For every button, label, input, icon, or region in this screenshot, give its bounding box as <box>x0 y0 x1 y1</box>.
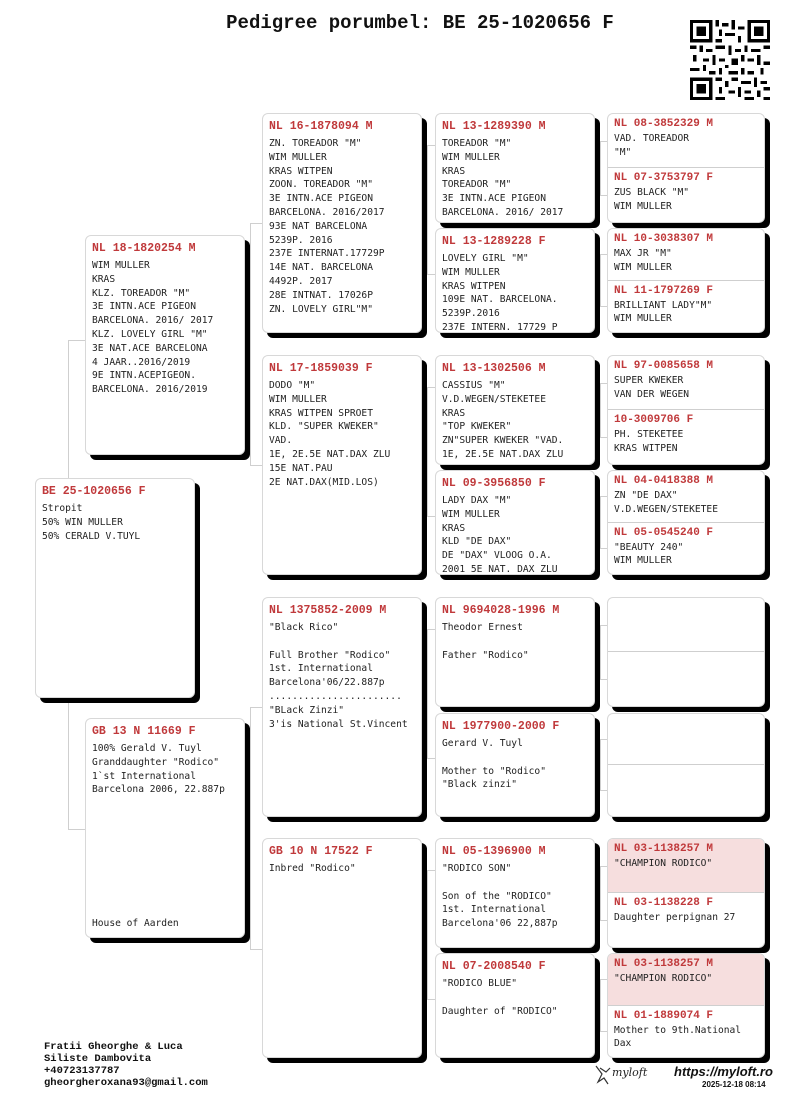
sire-card[interactable] <box>85 235 245 455</box>
ring-number: NL 97-0085658 M <box>614 360 714 372</box>
detail-line: Inbred "Rodico" <box>269 863 356 874</box>
gen4-dam[interactable] <box>608 168 764 222</box>
ring-number: NL 05-0545240 F <box>614 526 714 539</box>
detail-line: WIM MULLER <box>442 508 500 520</box>
detail-line: 1st. International <box>269 663 373 675</box>
ring-number: NL 1977900-2000 F <box>442 720 560 733</box>
detail-line: DODO "M" <box>269 380 316 391</box>
detail-line: KLD "DE DAX" <box>442 536 512 548</box>
gen4-pair[interactable] <box>607 713 765 817</box>
detail-line: KLD. "SUPER KWEKER" <box>269 421 379 433</box>
ring-number: NL 04-0418388 M <box>614 475 714 487</box>
detail-line: 93E NAT BARCELONA <box>269 220 368 232</box>
pigeon-details <box>436 737 594 792</box>
detail-line: Mother to 9th.National <box>614 1024 742 1036</box>
brand-logo-text: myloft <box>612 1066 648 1079</box>
detail-line: "BEAUTY 240" <box>614 541 684 553</box>
detail-line: Theodor Ernest <box>442 622 523 633</box>
pigeon-details <box>608 374 764 401</box>
gen4-pair[interactable] <box>607 597 765 707</box>
gen4-dam[interactable] <box>608 765 764 816</box>
detail-line: 2001 5E NAT. DAX ZLU <box>442 563 558 575</box>
ring-number <box>608 598 764 604</box>
gen4-pair[interactable] <box>607 228 765 333</box>
detail-line: KRAS <box>442 165 466 177</box>
detail-line: KRAS WITPEN <box>442 280 506 292</box>
detail-line: VAD. TOREADOR <box>614 133 690 144</box>
detail-line: VAD. <box>269 435 293 447</box>
detail-line: LADY DAX "M" <box>442 495 512 506</box>
pigeon-details <box>608 489 764 516</box>
ring-number: NL 16-1878094 M <box>269 120 373 133</box>
connector-gen2-gen3-1 <box>427 145 435 275</box>
gen4-sire[interactable] <box>608 229 764 281</box>
detail-line <box>442 635 588 649</box>
detail-line <box>442 991 588 1005</box>
gen3-card[interactable] <box>435 713 595 817</box>
detail-line: 2E NAT.DAX(MID.LOS) <box>269 476 379 488</box>
detail-line: KRAS <box>442 407 466 419</box>
pigeon-details <box>608 428 764 455</box>
gen4-sire[interactable] <box>608 114 764 168</box>
detail-line: 109E NAT. BARCELONA. <box>442 294 558 306</box>
detail-line: 237E INTERN. 17729 P <box>442 321 558 333</box>
gen4-dam[interactable] <box>608 1006 764 1058</box>
gen4-pair[interactable] <box>607 838 765 948</box>
detail-line: WIM MULLER <box>614 555 672 567</box>
pigeon-details <box>263 379 421 489</box>
connector-gen3-gen4 <box>600 625 607 680</box>
dam-card[interactable] <box>85 718 245 938</box>
gen4-sire[interactable] <box>608 471 764 523</box>
detail-line: V.D.WEGEN/STEKETEE <box>442 393 546 405</box>
detail-line: TOREADOR "M" <box>442 138 512 149</box>
detail-line: 3'is National St.Vincent <box>269 718 408 730</box>
detail-line: BARCELONA. 2016/ 2017 <box>442 206 564 218</box>
ring-number: NL 13-1289390 M <box>442 120 546 133</box>
detail-line: KRAS WITPEN <box>269 165 333 177</box>
ring-number: NL 03-1138228 F <box>614 897 714 909</box>
detail-line: KLZ. TOREADOR "M" <box>92 287 191 299</box>
ring-number: NL 1375852-2009 M <box>269 604 387 617</box>
detail-line: PH. STEKETEE <box>614 429 684 440</box>
ring-number: NL 09-3956850 F <box>442 477 546 490</box>
breeder-info <box>44 1041 208 1089</box>
pigeon-details <box>436 621 594 662</box>
pigeon-details <box>608 972 764 986</box>
gen3-card[interactable] <box>435 953 595 1058</box>
detail-line: Granddaughter "Rodico" <box>92 756 220 768</box>
pigeon-details <box>608 541 764 568</box>
detail-line <box>442 751 588 765</box>
detail-line: Barcelona'06/22.887p <box>269 677 385 689</box>
detail-line: BARCELONA. 2016/ 2017 <box>92 315 214 327</box>
detail-line: MAX JR "M" <box>614 248 672 259</box>
ring-number: 10-3009706 F <box>614 414 694 426</box>
detail-line: KRAS WITPEN SPROET <box>269 407 373 419</box>
detail-line: 237E INTERNAT.17729P <box>269 248 385 260</box>
ring-number: NL 13-1302506 M <box>442 362 546 375</box>
detail-line: "BLack Zinzi" <box>269 704 345 716</box>
detail-line: KRAS WITPEN <box>614 442 678 454</box>
detail-line: 4492P. 2017 <box>269 275 333 287</box>
sire-details <box>86 259 244 397</box>
detail-line: ZN. TOREADOR "M" <box>269 138 362 149</box>
pigeon-details <box>608 186 764 213</box>
connector-sire-gen2 <box>250 223 262 466</box>
gen4-sire[interactable] <box>608 598 764 652</box>
gen4-sire[interactable] <box>608 714 764 765</box>
gen4-pair[interactable] <box>607 113 765 223</box>
pigeon-details <box>608 299 764 326</box>
gen2-card[interactable] <box>262 838 422 1058</box>
detail-line: 50% CERALD V.TUYL <box>42 530 141 542</box>
gen4-pair[interactable] <box>607 355 765 465</box>
detail-line: 9E INTN.ACEPIGEON. <box>92 370 196 382</box>
detail-line: 1E, 2E.5E NAT.DAX ZLU <box>442 448 564 460</box>
subject-details <box>36 502 194 543</box>
connector-dam-gen2 <box>250 707 262 950</box>
gen3-card[interactable] <box>435 355 595 465</box>
detail-line: Barcelona 2006, 22.887p <box>92 784 225 796</box>
website-link[interactable]: https://myloft.ro <box>674 1064 773 1079</box>
gen4-sire[interactable] <box>608 839 764 893</box>
gen2-card[interactable] <box>262 355 422 575</box>
ring-number <box>608 765 764 771</box>
generated-timestamp: 2025-12-18 08:14 <box>702 1080 766 1089</box>
pigeon-details <box>263 862 421 876</box>
detail-line: 5239P. 2016 <box>269 234 333 246</box>
detail-line: VAN DER WEGEN <box>614 388 690 400</box>
detail-line: "Black zinzi" <box>442 779 518 791</box>
detail-line: Dax <box>614 1038 632 1050</box>
detail-line: ZUS BLACK "M" <box>614 187 690 198</box>
detail-line: "CHAMPION RODICO" <box>614 973 713 984</box>
breeder-name: Fratii Gheorghe & Luca <box>44 1041 183 1053</box>
detail-line: Gerard V. Tuyl <box>442 738 523 749</box>
detail-line: 50% WIN MULLER <box>42 516 123 528</box>
pigeon-details <box>608 857 764 871</box>
gen2-card[interactable] <box>262 113 422 333</box>
detail-line: "Black Rico" <box>269 622 339 633</box>
detail-line: WIM MULLER <box>92 260 150 271</box>
detail-line: ZOON. TOREADOR "M" <box>269 179 373 191</box>
gen4-dam[interactable] <box>608 523 764 575</box>
detail-line: "CHAMPION RODICO" <box>614 858 713 869</box>
detail-line: WIM MULLER <box>442 151 500 163</box>
detail-line: TOREADOR "M" <box>442 179 512 191</box>
detail-line: Barcelona'06 22,887p <box>442 918 558 930</box>
connector-gen3-gen4 <box>600 141 607 196</box>
ring-number: NL 17-1859039 F <box>269 362 373 375</box>
ring-number: NL 11-1797269 F <box>614 284 714 297</box>
detail-line: KRAS <box>442 522 466 534</box>
gen3-card[interactable] <box>435 597 595 707</box>
subject-ring-number: BE 25-1020656 F <box>42 485 146 498</box>
dam-details <box>86 742 244 797</box>
ring-number: NL 01-1889074 F <box>614 1009 714 1022</box>
ring-number: NL 08-3852329 M <box>614 118 714 130</box>
ring-number: NL 03-1138257 M <box>614 843 714 855</box>
breeder-email[interactable]: gheorgheroxana93@gmail.com <box>44 1077 208 1089</box>
gen4-sire[interactable] <box>608 954 764 1006</box>
gen4-dam[interactable] <box>608 281 764 333</box>
detail-line: 1st. International <box>442 904 546 916</box>
connector-gen2-gen3-2 <box>427 387 435 517</box>
ring-number <box>608 714 764 720</box>
detail-line: Full Brother "Rodico" <box>269 649 391 661</box>
detail-line: 14E NAT. BARCELONA <box>269 262 373 274</box>
connector-gen3-gen4 <box>600 866 607 921</box>
detail-line: "M" <box>614 146 632 158</box>
connector-gen3-gen4 <box>600 979 607 1032</box>
detail-line: 1E, 2E.5E NAT.DAX ZLU <box>269 448 391 460</box>
detail-line: WIM MULLER <box>614 313 672 325</box>
detail-line: Daughter perpignan 27 <box>614 912 736 923</box>
detail-line: ZN. LOVELY GIRL"M" <box>269 303 373 315</box>
gen4-dam[interactable] <box>608 410 764 464</box>
pigeon-details <box>436 494 594 575</box>
connector-gen2-gen3-3 <box>427 629 435 759</box>
sire-ring-number: NL 18-1820254 M <box>92 242 196 255</box>
detail-line: KLZ. LOVELY GIRL "M" <box>92 328 208 340</box>
ring-number: NL 13-1289228 F <box>442 235 546 248</box>
detail-line: CASSIUS "M" <box>442 380 506 391</box>
detail-line <box>269 635 415 649</box>
detail-line: Mother to "Rodico" <box>442 765 546 777</box>
pigeon-details <box>608 132 764 159</box>
pigeon-details <box>436 252 594 333</box>
gen4-dam[interactable] <box>608 652 764 706</box>
detail-line: BARCELONA. 2016/2019 <box>92 384 208 396</box>
detail-line: BRILLIANT LADY"M" <box>614 299 713 311</box>
breeder-location: Siliste Dambovita <box>44 1053 152 1065</box>
detail-line: ....................... <box>269 690 402 702</box>
detail-line: V.D.WEGEN/STEKETEE <box>614 503 718 515</box>
detail-line: WIM MULLER <box>614 200 672 212</box>
gen4-sire[interactable] <box>608 356 764 410</box>
pigeon-details <box>263 137 421 316</box>
connector-gen2-gen3-4 <box>427 870 435 1000</box>
connector-gen3-gen4 <box>600 254 607 307</box>
detail-line: "TOP KWEKER" <box>442 421 512 433</box>
detail-line: 15E NAT.PAU <box>269 462 333 474</box>
pigeon-details <box>263 621 421 731</box>
detail-line: Son of the "RODICO" <box>442 890 552 902</box>
ring-number: NL 10-3038307 M <box>614 233 714 245</box>
subject-card[interactable] <box>35 478 195 698</box>
detail-line: 4 JAAR..2016/2019 <box>92 356 191 368</box>
connector-gen3-gen4 <box>600 383 607 438</box>
pigeon-details <box>436 862 594 931</box>
pigeon-details <box>608 911 764 925</box>
detail-line: 100% Gerald V. Tuyl <box>92 743 202 754</box>
dam-loft-note: House of Aarden <box>92 918 179 929</box>
pigeon-details <box>436 977 594 1018</box>
detail-line: SUPER KWEKER <box>614 375 684 386</box>
ring-number: NL 9694028-1996 M <box>442 604 560 617</box>
detail-line: 3E NAT.ACE BARCELONA <box>92 342 208 354</box>
gen3-card[interactable] <box>435 838 595 948</box>
detail-line: KRAS <box>92 273 116 285</box>
ring-number <box>608 652 764 658</box>
ring-number: GB 10 N 17522 F <box>269 845 373 858</box>
ring-number: NL 07-2008540 F <box>442 960 546 973</box>
pigeon-details <box>436 379 594 462</box>
detail-line: 28E INTNAT. 17026P <box>269 289 373 301</box>
ring-number: NL 07-3753797 F <box>614 172 714 184</box>
pigeon-details <box>608 247 764 274</box>
gen4-pair[interactable] <box>607 953 765 1058</box>
ring-number: NL 03-1138257 M <box>614 958 714 970</box>
detail-line: Daughter of "RODICO" <box>442 1005 558 1017</box>
detail-line: 3E INTN.ACE PIGEON <box>92 301 196 313</box>
detail-line: ZN"SUPER KWEKER "VAD. <box>442 435 564 447</box>
gen4-pair[interactable] <box>607 470 765 575</box>
detail-line: 1`st International <box>92 770 196 782</box>
detail-line: WIM MULLER <box>614 261 672 273</box>
detail-line: ZN "DE DAX" <box>614 490 678 501</box>
qr-code-icon[interactable] <box>690 20 770 100</box>
gen3-card[interactable] <box>435 228 595 333</box>
detail-line: DE "DAX" VLOOG O.A. <box>442 550 552 562</box>
detail-line: WIM MULLER <box>269 393 327 405</box>
pigeon-details <box>436 137 594 220</box>
detail-line: WIM MULLER <box>442 266 500 278</box>
detail-line <box>442 876 588 890</box>
pigeon-details <box>608 1024 764 1051</box>
gen2-card[interactable] <box>262 597 422 817</box>
ring-number: NL 05-1396900 M <box>442 845 546 858</box>
connector-subject-dam <box>68 703 86 830</box>
detail-line: BARCELONA. 2016/2017 <box>269 206 385 218</box>
detail-line: Father "Rodico" <box>442 649 529 661</box>
detail-line: WIM MULLER <box>269 151 327 163</box>
detail-line: LOVELY GIRL "M" <box>442 253 529 264</box>
page-title: Pedigree porumbel: BE 25-1020656 F <box>226 12 614 34</box>
detail-line: 3E INTN.ACE PIGEON <box>269 193 373 205</box>
detail-line: 3E INTN.ACE PIGEON <box>442 193 546 205</box>
breeder-phone[interactable]: +40723137787 <box>44 1065 120 1077</box>
gen3-card[interactable] <box>435 470 595 575</box>
gen4-dam[interactable] <box>608 893 764 947</box>
detail-line: 5239P.2016 <box>442 308 500 320</box>
detail-line: "RODICO SON" <box>442 863 512 874</box>
dam-ring-number: GB 13 N 11669 F <box>92 725 196 738</box>
detail-line: Stropit <box>42 503 83 514</box>
connector-gen3-gen4 <box>600 496 607 549</box>
connector-gen3-gen4 <box>600 739 607 791</box>
connector-subject-sire <box>68 340 86 478</box>
gen3-card[interactable] <box>435 113 595 223</box>
detail-line: "RODICO BLUE" <box>442 978 518 989</box>
